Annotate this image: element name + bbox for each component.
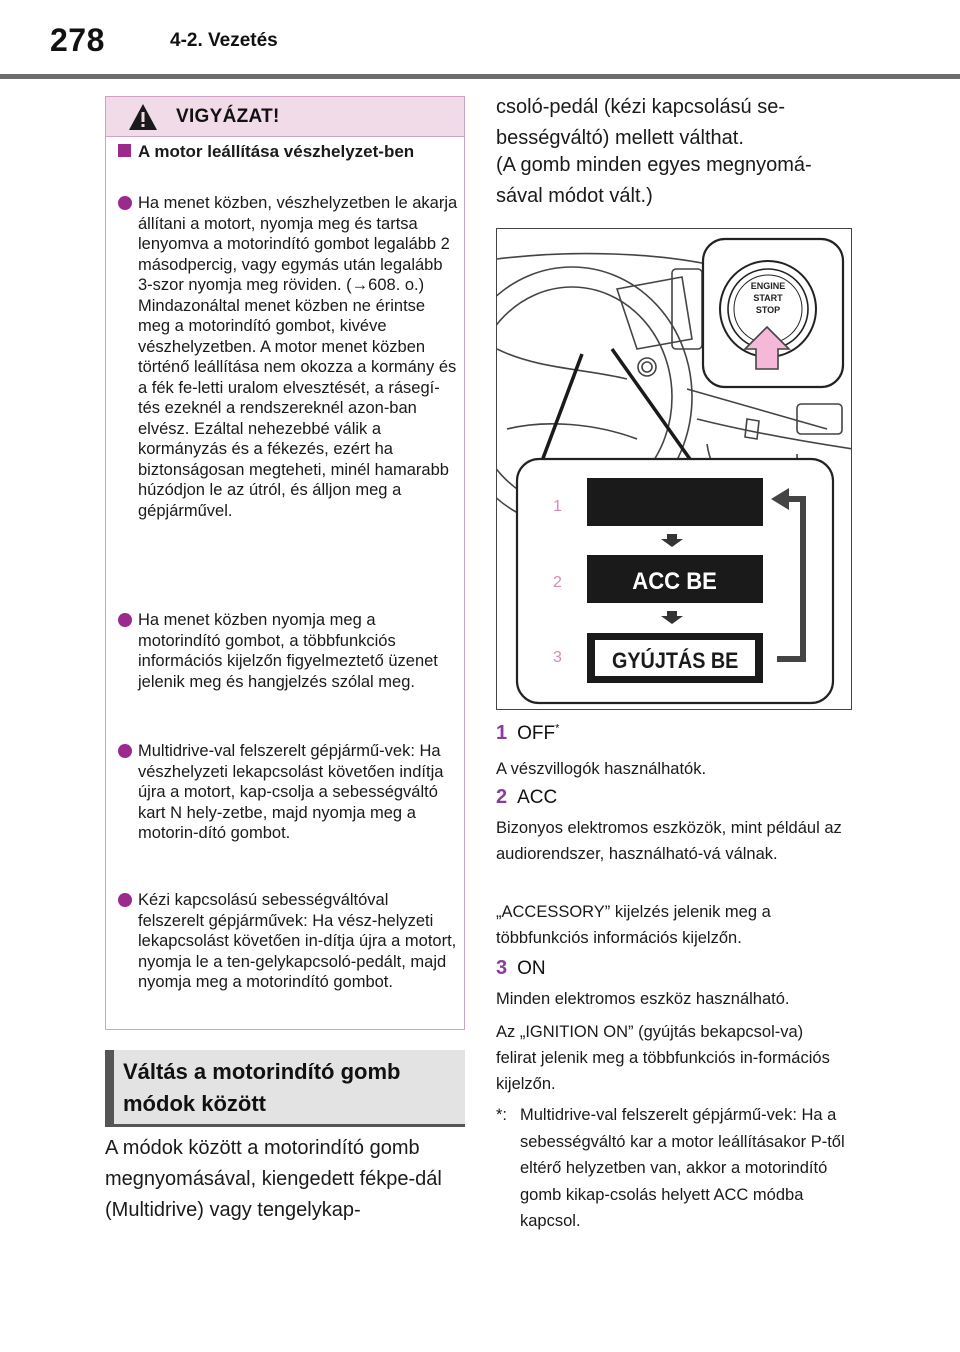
warning-header <box>106 97 464 137</box>
ign-state-label: GYÚJTÁS BE <box>611 649 739 674</box>
round-bullet-icon <box>118 613 132 627</box>
dashboard-illustration <box>497 229 852 710</box>
mode-item-on: 3 ON <box>496 957 546 979</box>
right-paragraph: csoló-pedál (kézi kapcsolású se-bességváltó) mellett válthat. <box>496 96 786 149</box>
page-header <box>0 0 960 80</box>
section-heading-box <box>105 1050 465 1126</box>
mode-item-on-desc2: Az „IGNITION ON” (gyújtás bekapcsol-va) felirat jelenik meg a többfunkciós in-formációs kijelzőn. <box>496 1023 830 1093</box>
step-number: 3 <box>553 649 562 666</box>
heading-bar <box>105 1050 114 1126</box>
footnote-mark: *: <box>496 1106 508 1124</box>
warning-subheading: A motor leállítása vészhelyzet-ben <box>118 141 458 162</box>
warning-box <box>105 96 465 1030</box>
round-bullet-icon <box>118 893 132 907</box>
warning-bullet: Ha menet közben, vészhelyzetben le akarja állítani a motort, nyomja meg és tartsa lenyomva a motorindító gombot legalább 2 másodpercig, vagy egymás után legalább 3-szor nyomja meg röviden. (→608. o.) Mindazonáltal menet közben ne érintse meg a motorindító gombot, kivéve vészhelyzetben. A motor menet közben történő leállítása nem okozza a kormány és a fék fe-letti uralom elvesztését, a rásegí-tés ezeknél a rendszereknél azon-ban elvész. Ezáltal nehezebbé válik a kormányzás és a fékezés, ezért ha biztonságosan megteheti, minél hamarabb húzódjon le az útról, és álljon meg a gépjárművel. <box>118 193 458 521</box>
right-note: (A gomb minden egyes megnyomá-sával módot vált.) <box>496 154 812 207</box>
round-bullet-icon <box>118 744 132 758</box>
footnote-text: Multidrive-val felszerelt gépjármű-vek: Ha a sebességváltó kar a motor leállításakor P-től eltérő helyzetben van, akkor a motorindító gomb kikap-csolás helyett ACC módba kapcsol. <box>520 1106 845 1230</box>
button-text-line: START <box>753 293 783 303</box>
mode-item-off: 1 OFF* <box>496 722 560 744</box>
step-number: 2 <box>553 574 562 591</box>
header-rule <box>0 74 960 79</box>
button-text-line: STOP <box>755 305 781 315</box>
mode-item-acc-desc: Bizonyos elektromos eszközök, mint például az audiorendszer, használható-vá válnak. <box>496 819 842 863</box>
warning-bullet: Kézi kapcsolású sebességváltóval felszerelt gépjárművek: Ha vész-helyzeti lekapcsolást követően in-dítja újra a motort, nyomja le a ten-gelykapcsoló-pedált, majd nyomja meg a motorindító gombot. <box>118 890 458 993</box>
warning-title: VIGYÁZAT! <box>176 106 280 127</box>
warning-bullet: Ha menet közben nyomja meg a motorindító gombot, a többfunkciós információs kijelzőn figyelmeztető üzenet jelenik meg és hangjelzés szólal meg. <box>118 610 458 692</box>
section-title: 4-2. Vezetés <box>170 30 278 51</box>
mode-item-acc: 2 ACC <box>496 786 558 808</box>
warning-bullet: Multidrive-val felszerelt gépjármű-vek: Ha vészhelyzeti lekapcsolást követően indítja újra a motort, kap-csolja a sebességváltó kart N hely-zetbe, majd nyomja meg a motorin-dító gombot. <box>118 741 458 844</box>
step-number: 1 <box>553 498 562 515</box>
mode-item-acc-desc2: „ACCESSORY” kijelzés jelenik meg a többfunkciós információs kijelzőn. <box>496 903 771 947</box>
acc-state-label: ACC BE <box>632 567 717 595</box>
heading-underline <box>105 1124 465 1127</box>
section-heading: Váltás a motorindító gomb módok között <box>123 1059 401 1116</box>
square-bullet-icon <box>118 144 131 157</box>
button-text-line: ENGINE <box>750 281 786 291</box>
left-paragraph: A módok között a motorindító gomb megnyomásával, kiengedett fékpe-dál (Multidrive) vagy tengelykap- <box>105 1137 442 1221</box>
round-bullet-icon <box>118 196 132 210</box>
mode-item-on-desc: Minden elektromos eszköz használható. <box>496 990 790 1008</box>
off-state-box <box>587 478 763 526</box>
mode-item-off-desc: A vészvillogók használhatók. <box>496 760 707 778</box>
page-number: 278 <box>50 22 105 58</box>
warning-triangle-icon <box>128 103 158 131</box>
engine-switch-figure <box>496 228 852 710</box>
footnote <box>496 1102 846 1235</box>
